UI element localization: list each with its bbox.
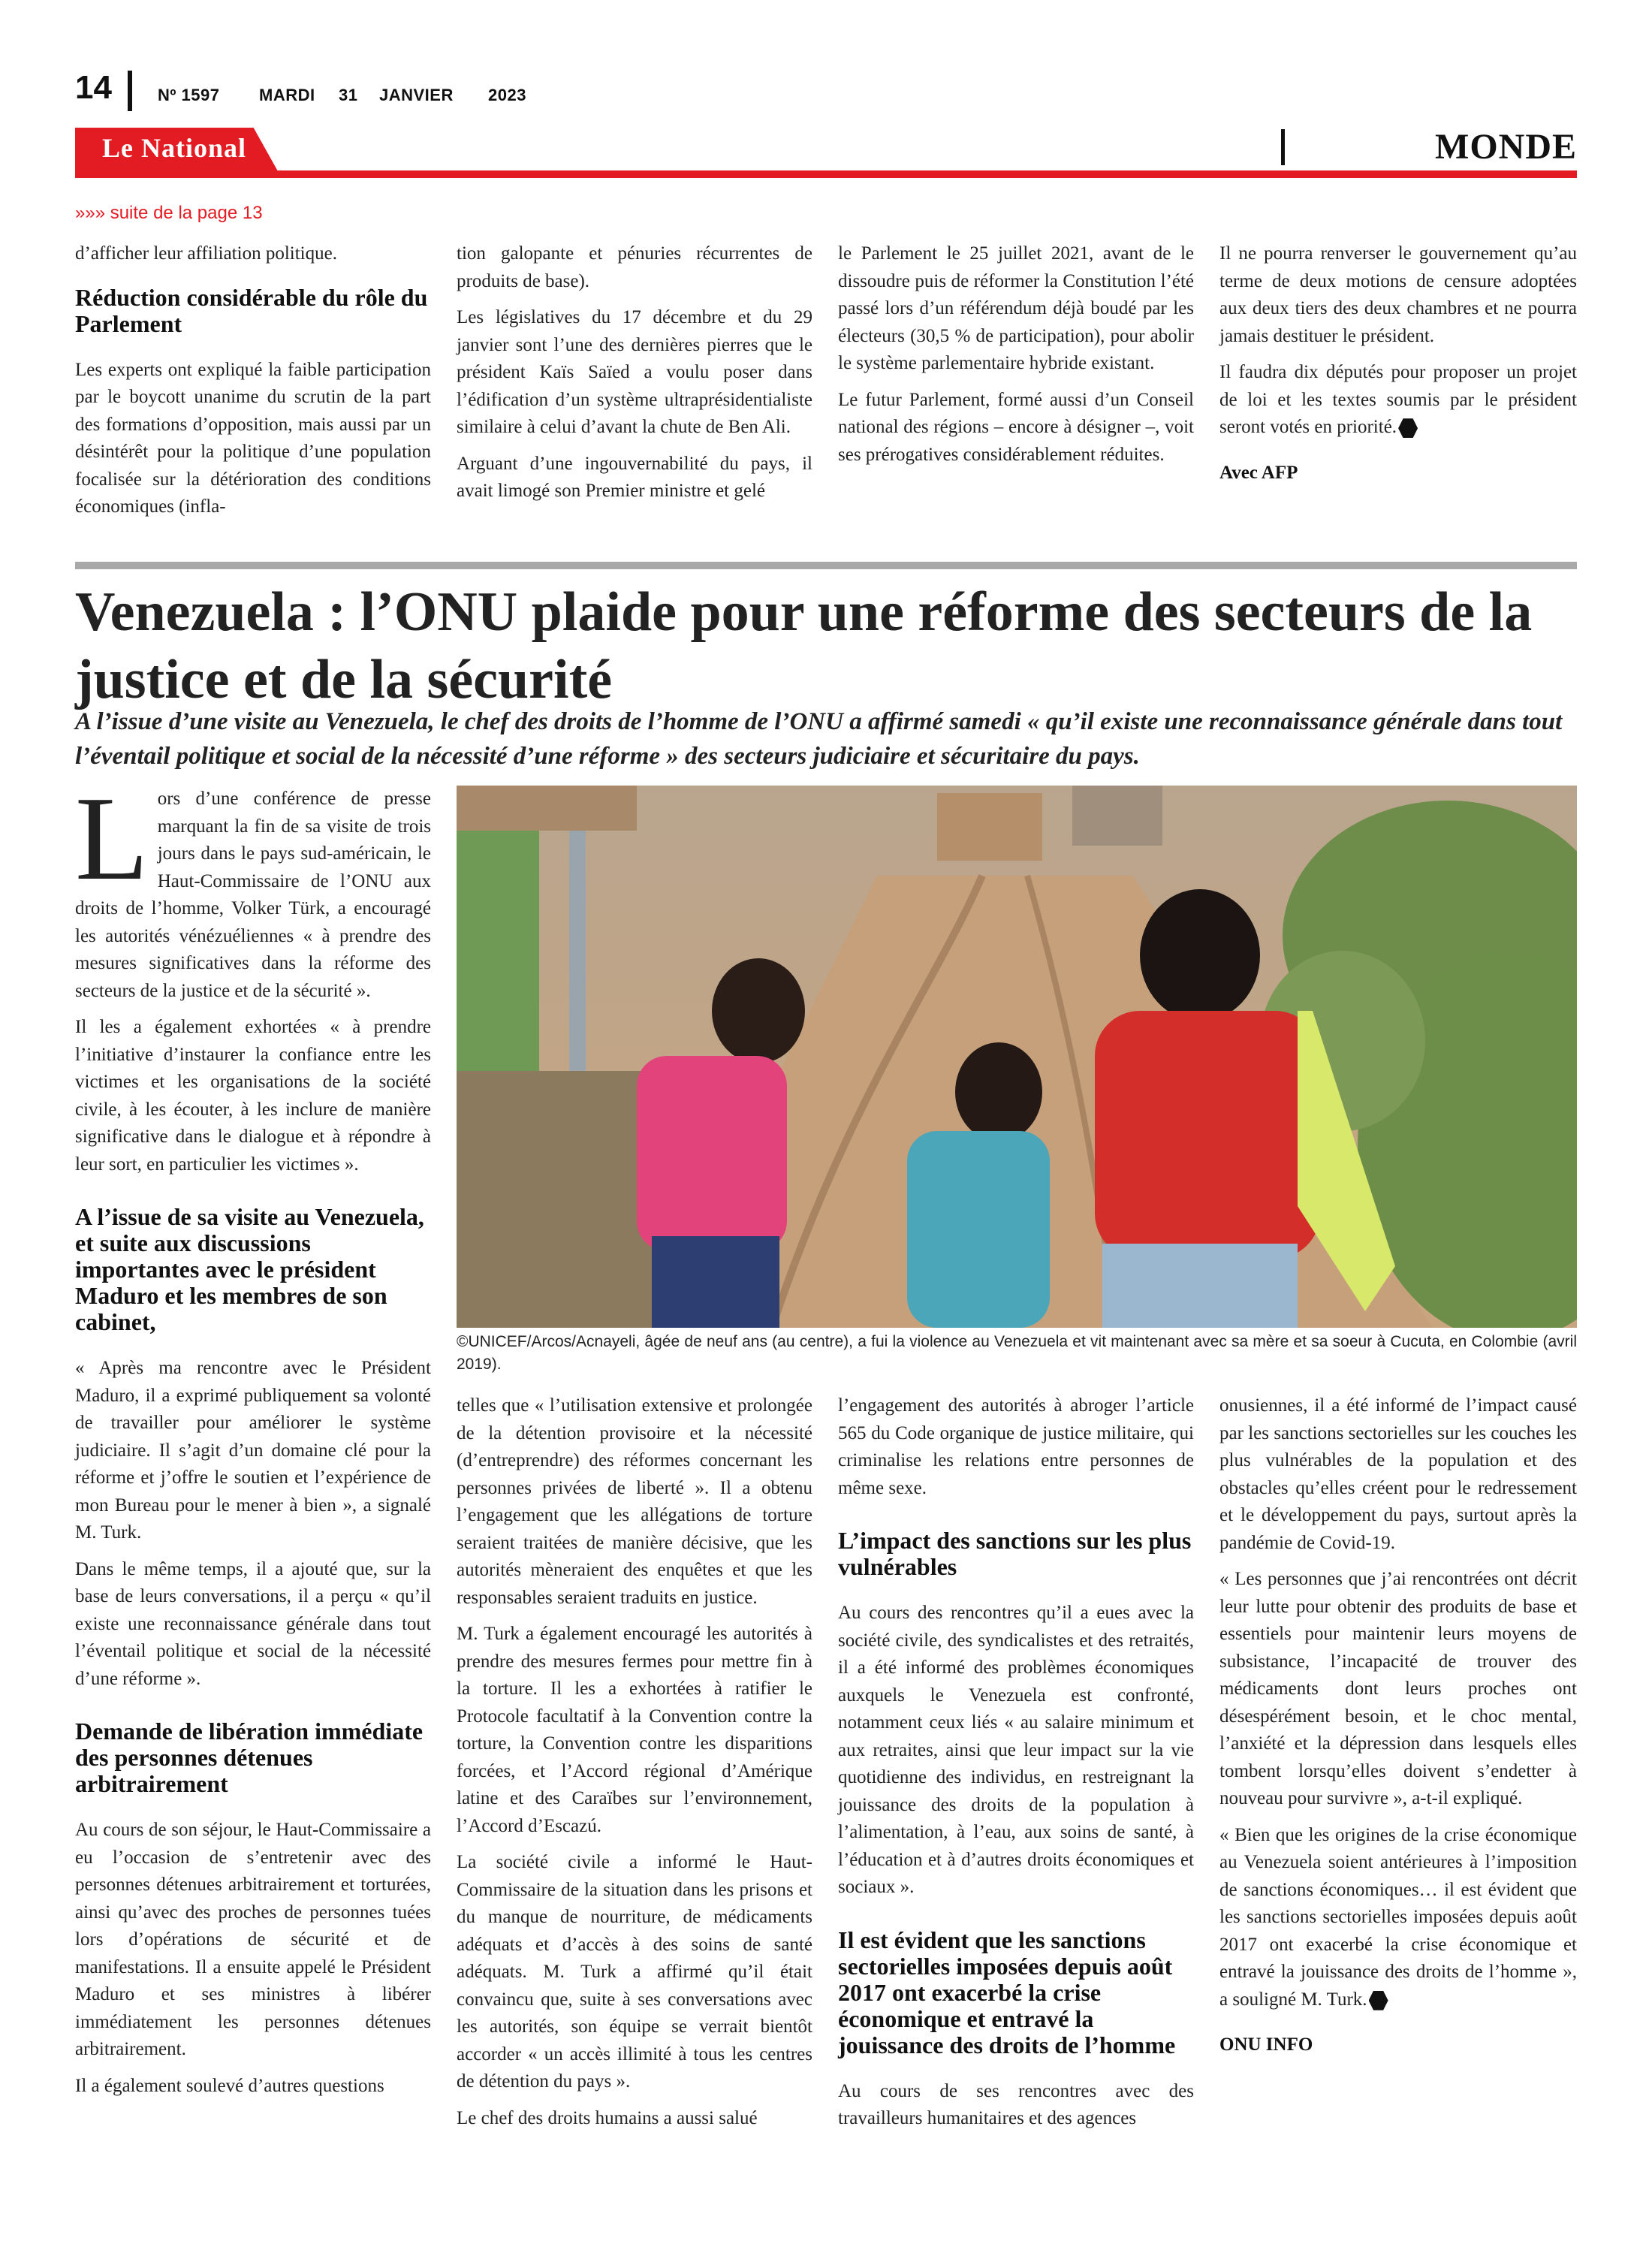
page-number: 14 (75, 69, 112, 106)
paragraph: Au cours de son séjour, le Haut-Commissaire a eu l’occasion de s’entretenir avec des personnes détenues arbitrairement et torturées, ainsi qu’avec des proches de personnes tuées lors d’opérations de sécurité et de manifestations. Il a ensuite appelé le Président Maduro et ses ministres à libérer immédiatement les personnes détenues arbitrairement. (75, 1820, 431, 2059)
paragraph: M. Turk a également encouragé les autorités à prendre des mesures fermes pour mettre fin à la torture. Il les a exhortées à ratifier le Protocole facultatif à la Convention contre la torture, la Convention contre les disparitions forcées, et l’Accord régional d’Amérique latine et des Caraïbes sur l’environnement, l’Accord d’Escazú. (457, 1624, 812, 1836)
subheading: Il est évident que les sanctions sectorielles imposées depuis août 2017 ont exacerbé la crise économique et entravé la jouissance des droits de l’homme (838, 1926, 1176, 2058)
paragraph: d’afficher leur affiliation politique. (75, 243, 337, 264)
paragraph (1219, 1822, 1577, 2014)
paragraph-text: Il faudra dix députés pour proposer un projet de loi et les textes soumis par le président seront votés en priorité. (1219, 362, 1577, 437)
paragraph: Au cours de ses rencontres avec des travailleurs humanitaires et des agences (838, 2080, 1194, 2128)
end-of-article-icon (1398, 418, 1418, 438)
paragraph: Le futur Parlement, formé aussi d’un Conseil national des régions – encore à désigner –, voit ses prérogatives considérablement réduites. (838, 389, 1194, 465)
paragraph: Il a également soulevé d’autres questions (75, 2075, 384, 2096)
paragraph: « Les personnes que j’ai rencontrées ont décrit leur lutte pour obtenir des produits de base et essentiels pour maintenir leurs moyens de subsistance, l’incapacité de trouver des médicaments dont leurs proches ont désespérément besoin, et le choc mental, l’anxiété et la dépression dans lesquels elles tombent lorsqu’elles doivent s’endetter à nouveau pour survivre », a-t-il expliqué. (1219, 1569, 1577, 1808)
paragraph: tion galopante et pénuries récurrentes de produits de base). (457, 243, 812, 291)
header-divider (128, 71, 132, 111)
issue-year: 2023 (488, 86, 526, 104)
prev-article-col-2 (457, 240, 812, 514)
drop-cap: L (75, 771, 149, 905)
subheading: L’impact des sanctions sur les plus vulnérables (838, 1527, 1192, 1580)
paragraph: Au cours des rencontres qu’il a eues avec la société civile, des syndicalistes et des retraités, il a été informé des problèmes économiques auxquels le Venezuela est confronté, notamment ceux liés « au salaire minimum et aux retraites, ainsi que leur impact sur la vie quotidienne des individus, en restreignant la jouissance des droits de la population à l’alimentation, à l’eau, aux soins de santé, à l’éducation et à d’autres droits économiques et sociaux ». (838, 1603, 1194, 1897)
header-rule (75, 170, 1577, 178)
subheading: Réduction considérable du rôle du Parlement (75, 283, 428, 337)
subheading: Demande de libération immédiate des personnes détenues arbitrairement (75, 1718, 424, 1797)
prev-article-col-1 (75, 240, 431, 530)
issue-number: Nº 1597 (158, 86, 220, 104)
issue-date: 31 (339, 86, 358, 104)
brand-logo: Le National (102, 133, 247, 163)
paragraph: Les experts ont expliqué la faible participation par le boycott unanime du scrutin de la part des formations d’opposition, mais aussi par un désintérêt pour la politique d’une population focalisée sur la détérioration des conditions économiques (infla- (75, 359, 431, 517)
article-headline: Venezuela : l’ONU plaide pour une réforme des secteurs de la justice et de la sécurité (75, 581, 1533, 710)
section-title: MONDE (1435, 127, 1577, 167)
paragraph: Arguant d’une ingouvernabilité du pays, il avait limogé son Premier ministre et gelé (457, 453, 812, 501)
article-col-3 (838, 1392, 1194, 2142)
paragraph: « Après ma rencontre avec le Président Maduro, il a exprimé publiquement sa volonté de travailler pour améliorer le système judiciaire. Il s’agit d’un domaine clé pour la réforme et j’offre le soutien et l’expérience de mon Bureau pour le mener à bien », a signalé M. Turk. (75, 1358, 431, 1543)
issue-month: JANVIER (379, 86, 454, 104)
article-separator (75, 562, 1577, 569)
article-photo (457, 786, 1577, 1328)
lead-paragraph (75, 771, 431, 1005)
end-of-article-icon (1369, 1991, 1388, 2010)
paragraph: l’engagement des autorités à abroger l’article 565 du Code organique de justice militaire, qui criminalise les relations entre personnes de même sexe. (838, 1395, 1194, 1498)
article-deck: A l’issue d’une visite au Venezuela, le chef des droits de l’homme de l’ONU a affirmé samedi « qu’il existe une reconnaissance générale dans tout l’éventail politique et social de la nécessité d’une réforme » des secteurs judiciaire et sécuritaire du pays. (75, 708, 1563, 770)
paragraph: Dans le même temps, il a ajouté que, sur la base de leurs conversations, il a perçu « qu’il existe une reconnaissance générale dans tout l’éventail politique et social de la nécessité d’une réforme ». (75, 1558, 431, 1689)
article-col-2 (457, 1392, 812, 2141)
paragraph: Il ne pourra renverser le gouvernement qu’au terme de deux motions de censure adoptées aux deux tiers des deux chambres et ne pourra jamais destituer le président. (1219, 243, 1577, 346)
section-divider (1281, 129, 1285, 165)
paragraph (1219, 359, 1577, 442)
paragraph: Le chef des droits humains a aussi salué (457, 2107, 758, 2128)
paragraph: Les législatives du 17 décembre et du 29 janvier sont l’une des dernières pierres que le président Kaïs Saïed a voulu poser dans l’édification d’un système ultraprésidentialiste similaire à celui d’avant la chute de Ben Ali. (457, 307, 812, 437)
paragraph-text: « Bien que les origines de la crise économique au Venezuela soient antérieures à l’imposition de sanctions économiques… il est évident que les sanctions sectorielles imposées depuis août 2017 ont exacerbé la crise économique et entravé la jouissance des droits de l’homme », a souligné M. Turk. (1219, 1824, 1577, 2010)
lead-text: ors d’une conférence de presse marquant la fin de sa visite de trois jours dans le pays sud-américain, le Haut-Commissaire de l’ONU aux droits de l’homme, Volker Türk, a encouragé les autorités vénézuéliennes « à prendre des mesures significatives dans la réforme des secteurs de la justice et de la sécurité ». (75, 789, 431, 1001)
prev-article-col-3 (838, 240, 1194, 478)
article-signature: Avec AFP (1219, 462, 1298, 483)
issue-day: MARDI (259, 86, 315, 104)
continued-from[interactable]: »»» suite de la page 13 (75, 203, 263, 223)
paragraph: le Parlement le 25 juillet 2021, avant de le dissoudre puis de réformer la Constitution l’été passé lors d’un référendum déjà boudé par les électeurs (30,5 % de participation), pour abolir le système parlementaire hybride existant. (838, 243, 1194, 373)
paragraph: Il les a également exhortées « à prendre l’initiative d’instaurer la confiance entre les victimes et les organisations de la société civile, à les écouter, à les inclure de manière significative dans le dialogue et à répondre à leur sort, en particulier les victimes ». (75, 1017, 431, 1175)
photo-caption: ©UNICEF/Arcos/Acnayeli, âgée de neuf ans (au centre), a fui la violence au Venezuela et vit maintenant avec sa mère et sa soeur à Cucuta, en Colombie (avril 2019). (457, 1333, 1577, 1373)
paragraph: La société civile a informé le Haut-Commissaire de la situation dans les prisons et du manque de nourriture, de médicaments adéquats et d’accès à des soins de santé adéquats. M. Turk a affirmé qu’il était convaincu que, suite à ses conversations avec les autorités, son équipe se verrait bientôt accorder « un accès illimité à tous les centres de détention du pays ». (457, 1852, 812, 2092)
article-col-1 (75, 771, 431, 2109)
paragraph: onusiennes, il a été informé de l’impact causé par les sanctions sectorielles sur les couches les plus vulnérables de la population et des obstacles qu’elles créent pour le redressement et le développement du pays, surtout après la pandémie de Covid-19. (1219, 1395, 1577, 1553)
prev-article-col-4 (1219, 240, 1577, 487)
article-col-4 (1219, 1392, 1577, 2059)
subheading: A l’issue de sa visite au Venezuela, et suite aux discussions importantes avec le président Maduro et les membres de son cabinet, (75, 1203, 424, 1335)
photo-illustration (457, 786, 1577, 1328)
paragraph: telles que « l’utilisation extensive et prolongée de la détention provisoire et la nécessité (d’entreprendre) des réformes concernant les personnes privées de liberté ». Il a obtenu l’engagement que les allégations de torture seraient traitées de manière décisive, que les autorités mèneraient des enquêtes et que les responsables seraient traduits en justice. (457, 1395, 812, 1608)
article-signature: ONU INFO (1219, 2034, 1313, 2055)
